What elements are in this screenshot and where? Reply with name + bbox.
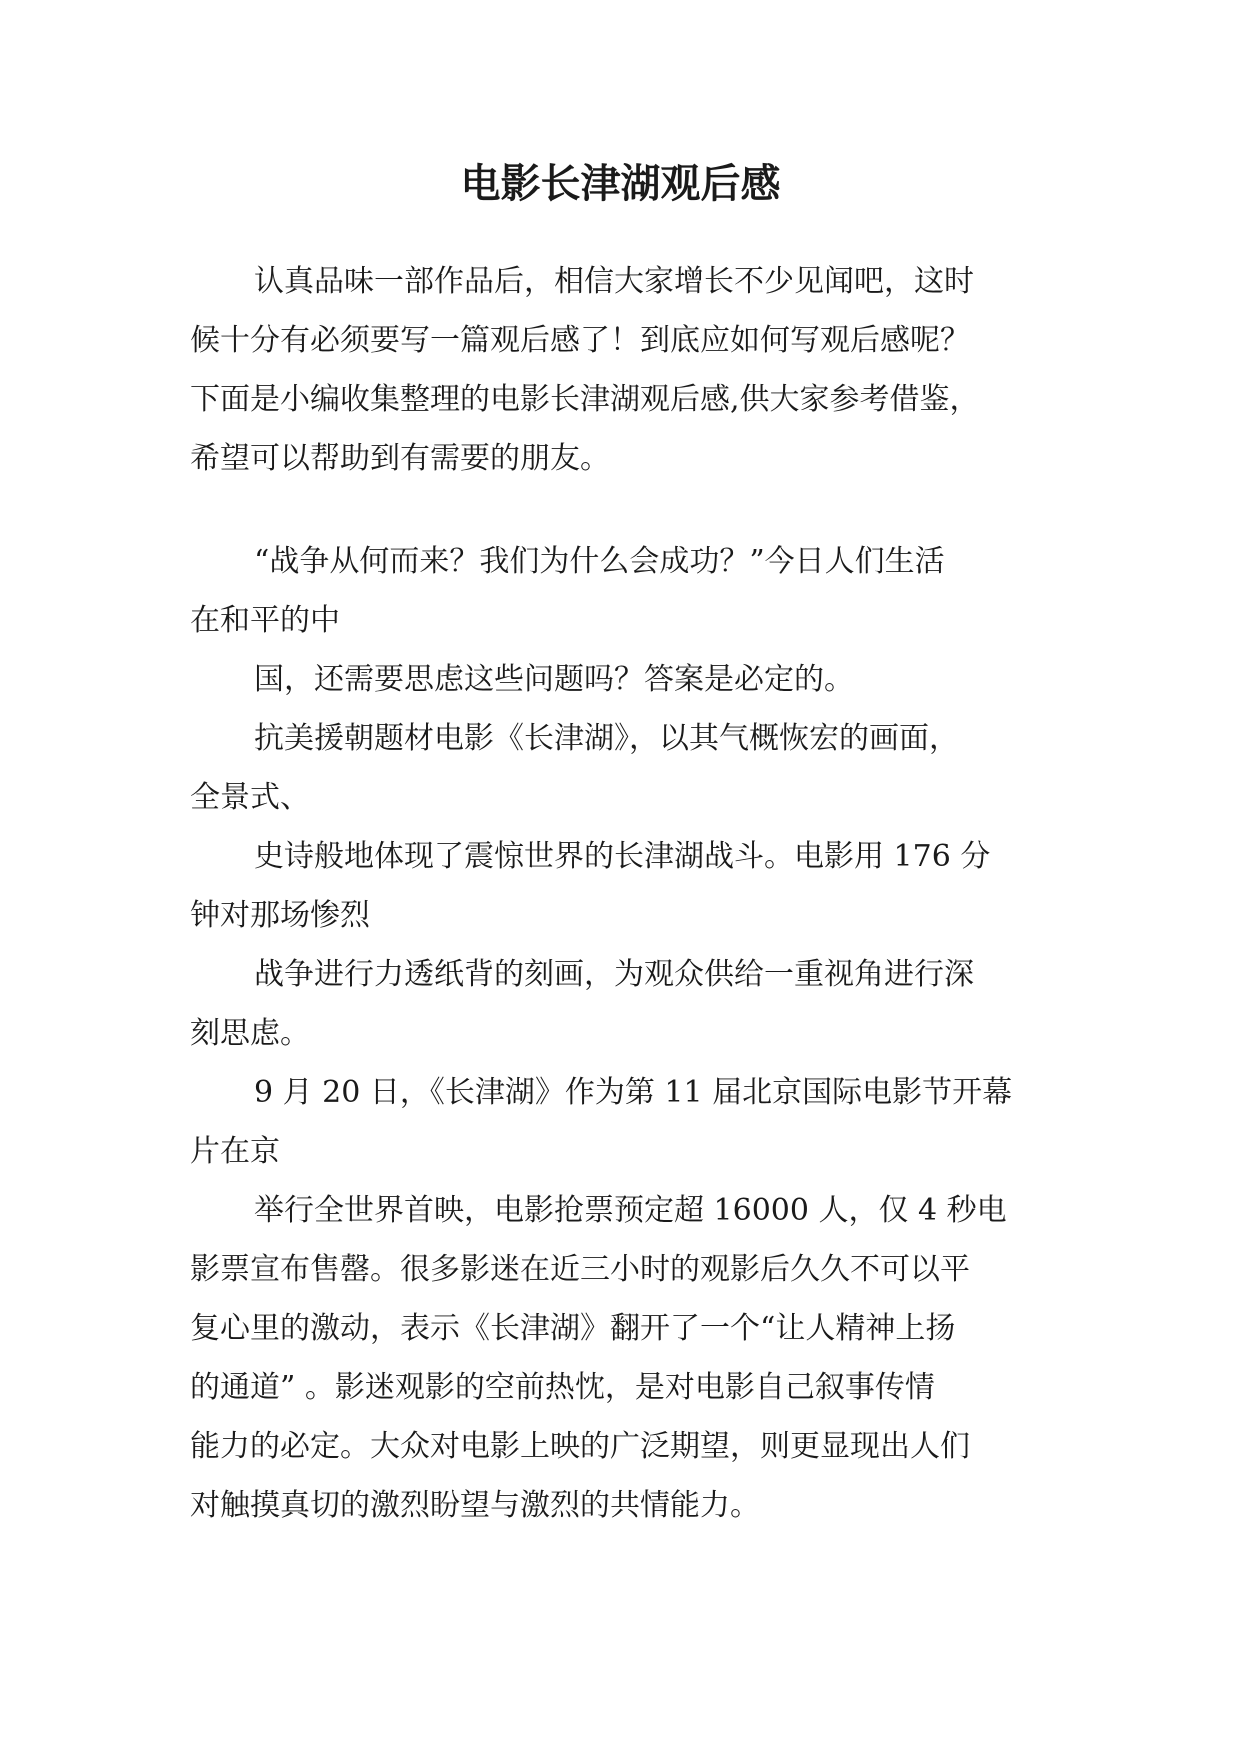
paragraph-line: 国，还需要思虑这些问题吗？答案是必定的。 <box>254 662 854 697</box>
paragraph-line: 战争进行力透纸背的刻画，为观众供给一重视角进行深 <box>254 957 974 992</box>
paragraph-line: 在和平的中 <box>190 603 340 638</box>
paragraph-line: 抗美援朝题材电影《长津湖》，以其气概恢宏的画面， <box>254 721 959 756</box>
paragraph-line: 片在京 <box>190 1134 280 1169</box>
document-title: 电影长津湖观后感 <box>460 161 781 207</box>
paragraph-line: 复心里的激动，表示《长津湖》翻开了一个“让人精神上扬 <box>190 1311 956 1346</box>
paragraph-line: 希望可以帮助到有需要的朋友。 <box>190 441 610 476</box>
paragraph-line: 候十分有必须要写一篇观后感了！到底应如何写观后感呢？ <box>190 323 970 358</box>
paragraph-line: 影票宣布售罄。很多影迷在近三小时的观影后久久不可以平 <box>190 1252 970 1287</box>
paragraph-line: 认真品味一部作品后，相信大家增长不少见闻吧，这时 <box>254 264 974 299</box>
paragraph-line: 能力的必定。大众对电影上映的广泛期望，则更显现出人们 <box>190 1429 970 1464</box>
paragraph-line: 钟对那场惨烈 <box>190 898 370 933</box>
paragraph-line: “战争从何而来？我们为什么会成功？”今日人们生活 <box>254 544 945 579</box>
paragraph-line: 9 月 20 日，《长津湖》作为第 11 届北京国际电影节开幕 <box>254 1075 1013 1110</box>
paragraph-line: 史诗般地体现了震惊世界的长津湖战斗。电影用 176 分 <box>254 839 991 874</box>
paragraph-line: 全景式、 <box>190 780 310 815</box>
paragraph-line: 的通道” 。影迷观影的空前热忱，是对电影自己叙事传情 <box>190 1370 935 1405</box>
paragraph-line: 刻思虑。 <box>190 1016 310 1051</box>
paragraph-line: 对触摸真切的激烈盼望与激烈的共情能力。 <box>190 1488 760 1523</box>
paragraph-line: 举行全世界首映，电影抢票预定超 16000 人，仅 4 秒电 <box>254 1193 1007 1228</box>
paragraph-line: 下面是小编收集整理的电影长津湖观后感,供大家参考借鉴， <box>190 382 980 417</box>
